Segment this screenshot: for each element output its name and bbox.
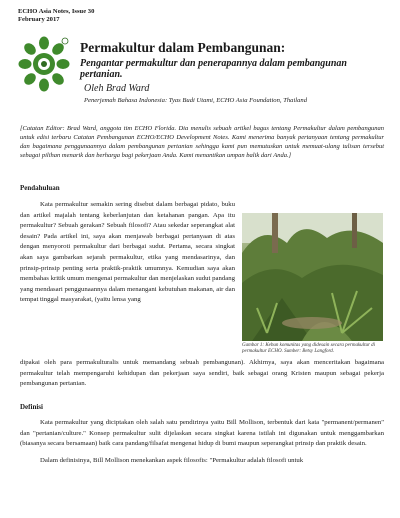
definition-paragraph: Kata permakultur yang diciptakan oleh salah satu pendirinya yaitu Bill Mollison, terbentuk dari kata "permanent/permanen" dan "pertanian/culture." Konsep permakultur sulit dijelaskan secara singkat karena istilah ini digunakan untuk menggambarkan (biasanya secara bersamaan) baik cara pandang/filsafat mengenai hidup di bumi maupun seperangkat prinsip dan praktik desain.	[20, 419, 384, 448]
intro-paragraph: Kata permakultur semakin sering disebut dalam berbagai pidato, buku dan artikel majalah tentang keberlanjutan dan ketahanan pangan. Apa itu permakultur? Sebuah gerakan? Sebuah filosofi? Atau sekedar seperangkat alat desain? Pada artikel ini, saya akan menjawab berbagai pertanyaan di atas dengan menyoroti permakultur dari berbagai sudut. Pertama, secara singkat akan saya gambarkan sejarah permakultur, etika yang mendasarinya, dan prinsip-prinsip penting serta praktik-praktik umumnya. Kemudian saya akan membahas kritik umum mengenai permakultur dan menjelaskan sudut pandang yang mendasari penggunaannya dalam menangani kebutuhan makanan, air dan tempat tinggal masyarakat, (yaitu lensa yang	[20, 201, 235, 304]
issue-header	[18, 8, 94, 24]
photo-caption: Gambar 1: Kebun komunitas yang didesain secara permakultur di permakultur ECHO. Sumber: Betsy Langford.	[242, 343, 376, 355]
echo-logo	[18, 36, 70, 94]
article-translator: Penerjemah Bahasa Indonesia: Tyas Budi Utami, ECHO Asia Foundation, Thailand	[84, 97, 308, 104]
definition-paragraph-2: Dalam definisinya, Bill Mollison menekankan aspek filosofis: "Permakultur adalah filosofi untuk	[40, 457, 304, 464]
issue-date: February 2017	[18, 16, 60, 23]
editor-note: [Catatan Editor: Brad Ward, anggota tim ECHO Florida. Dia menulis sebuah artikel bagus tentang Permakultur dalam pembangunan untuk edisi terbaru Catatan Pembangunan ECHO/ECHO Development Notes. Kami menerima banyak pertanyaan tentang permakultur dan bagaimana penggunaannya dalam pembangunan pertanian sehingga kami pun memutuskan untuk memuat-ulang tulisan tersebut sebagai pilihan menarik dan berharga bagi pekerjaan Anda. Kami menantikan umpan balik dari Anda.]	[20, 125, 384, 160]
issue-name: ECHO Asia Notes, Issue 30	[18, 8, 95, 15]
intro-paragraph-continued: dipakai oleh para permakulturalis untuk memandang sebuah pembangunan). Akhirnya, saya akan menceritakan bagaimana permakultur telah mempengaruhi kehidupan dan pekerjaan saya sendiri, baik sebagai orang Kristen maupun sebagai pekerja pembangunan pertanian.	[20, 359, 384, 388]
section-heading-definisi: Definisi	[20, 403, 43, 411]
garden-photo	[242, 213, 383, 341]
article-title: Permakultur dalam Pembangunan:	[80, 40, 286, 55]
article-author: Oleh Brad Ward	[84, 83, 150, 94]
section-heading-pendahuluan: Pendahuluan	[20, 184, 60, 192]
article-subtitle: Pengantar permakultur dan penerapannya dalam pembangunan pertanian.	[80, 58, 347, 80]
